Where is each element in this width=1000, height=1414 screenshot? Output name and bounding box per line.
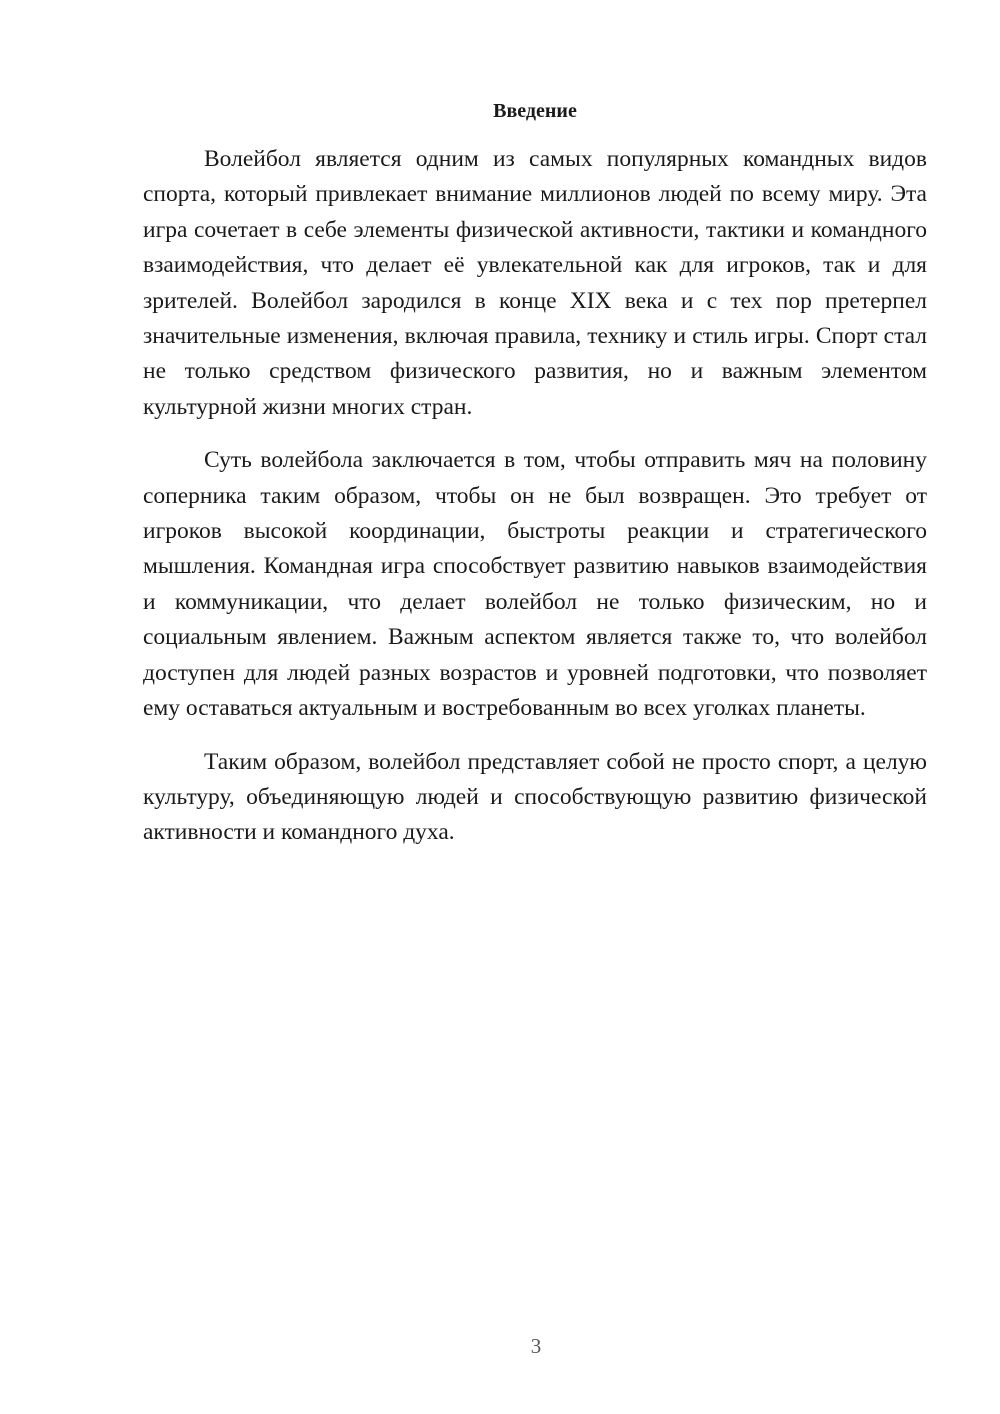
paragraph-conclusion: Таким образом, волейбол представляет собой не просто спорт, а целую культуру, объединяющую людей и способствующую развитию физической активности и командного духа. bbox=[143, 748, 927, 846]
page-number: 3 bbox=[530, 1334, 542, 1358]
document-body bbox=[143, 142, 927, 869]
section-heading: Введение bbox=[493, 100, 577, 122]
paragraph-essence: Суть волейбола заключается в том, чтобы отправить мяч на половину соперника таким образом, чтобы он не был возвращен. Это требует от игроков высокой координации, быстроты реакции и стратегического мышления. Командная игра способствует развитию навыков взаимодействия и коммуникации, что делает волейбол не только физическим, но и социальным явлением. Важным аспектом является также то, что волейбол доступен для людей разных возрастов и уровней подготовки, что позволяет ему оставаться актуальным и востребованным во всех уголках планеты. bbox=[143, 447, 927, 722]
paragraph-intro: Волейбол является одним из самых популярных командных видов спорта, который привлекает внимание миллионов людей по всему миру. Эта игра сочетает в себе элементы физической активности, тактики и командного взаимодействия, что делает её увлекательной как для игроков, так и для зрителей. Волейбол зародился в конце XIX века и с тех пор претерпел значительные изменения, включая правила, технику и стиль игры. Спорт стал не только средством физического развития, но и важным элементом культурной жизни многих стран. bbox=[143, 146, 927, 420]
